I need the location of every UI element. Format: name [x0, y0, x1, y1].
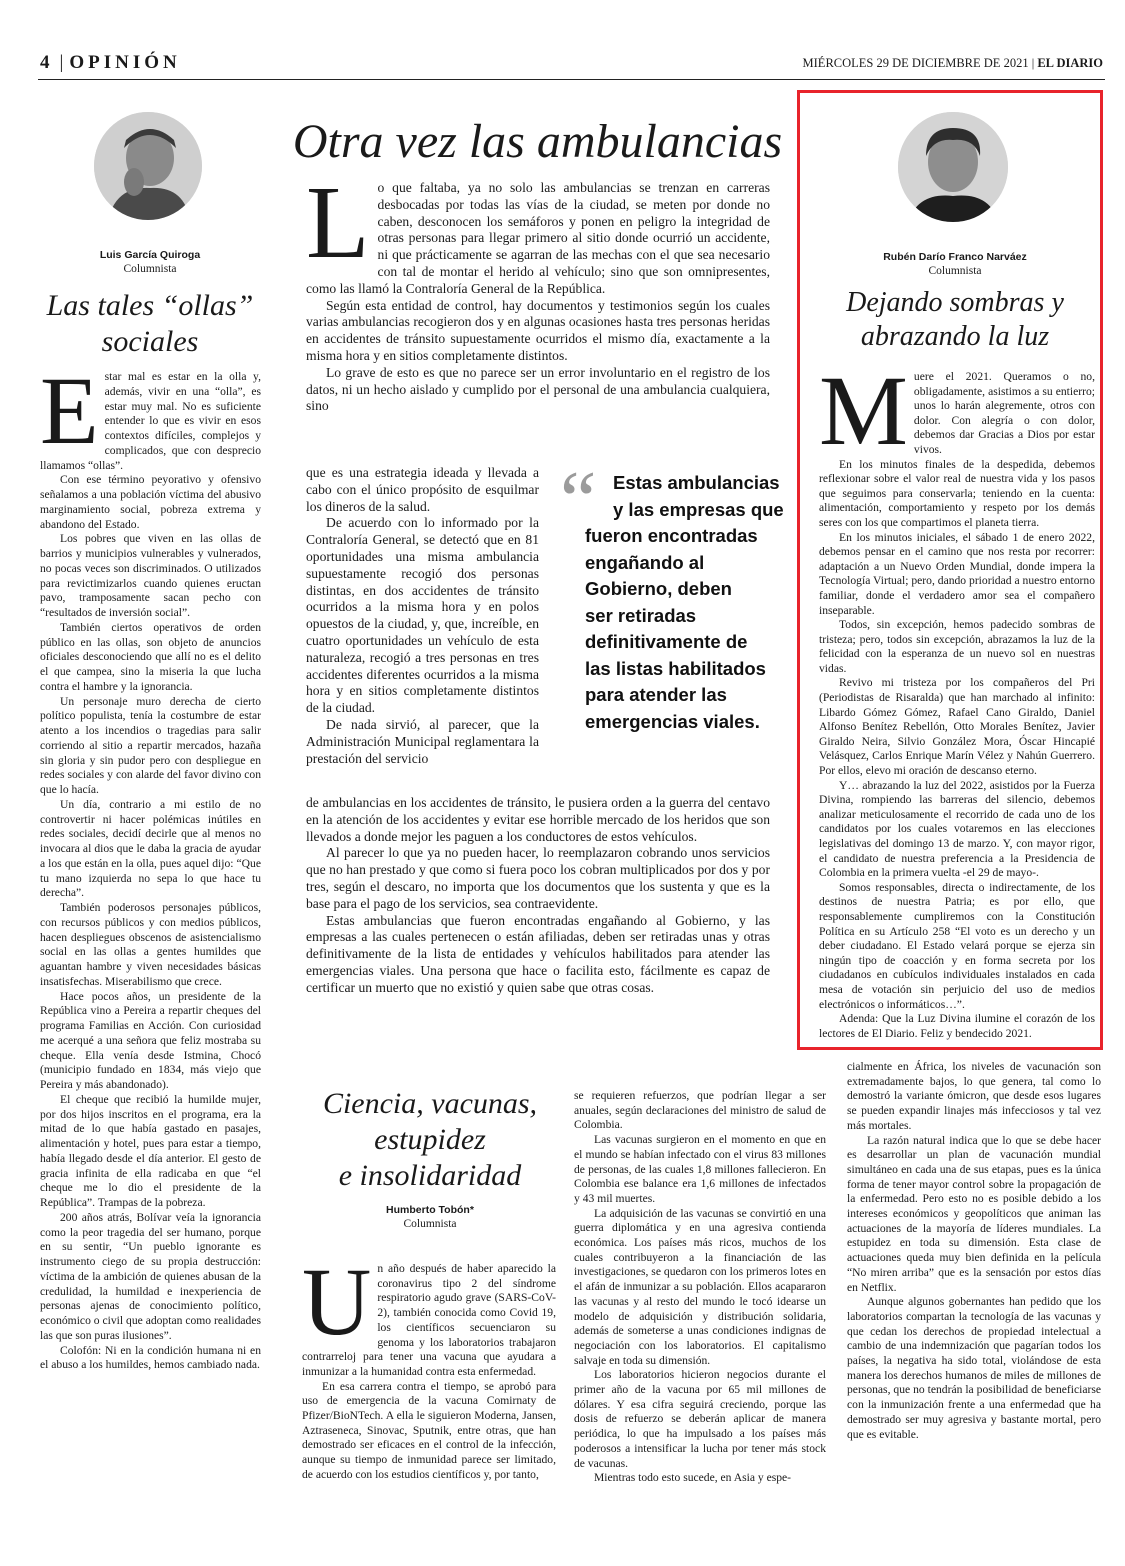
editorial-body-narrow	[306, 465, 539, 767]
editorial-body-top	[306, 165, 770, 415]
article-body-right	[819, 355, 1095, 1041]
paragraph: Al parecer lo que ya no pueden hacer, lo reemplazaron cobrando unos servicios que no han prestado y que como si fuera poco los cobran multiplicados por dos y por tres, según el descaro, no importa que los documentos que los sustenta y que es la base para el pago de los servicios, sea contraevidente.	[306, 845, 770, 911]
paragraph: La razón natural indica que lo que se debe hacer es desarrollar un plan de vacunación mundial simultáneo en cada una de sus etapas, pues es la única forma de tener mayor control sobre la propagación de la enfermedad. Pero esto no es posible debido a los intereses económicos y geopolíticos que animan las actuaciones de la mayoría de líderes mundiales. La estupidez en toda su dimensión. Esta clase de actuaciones queda muy bien definida en la película “No miren arriba” que es la sensación por estos días en Netflix.	[847, 1133, 1101, 1294]
paragraph: En esa carrera contra el tiempo, se aprobó para uso de emergencia de la vacuna Comirnaty de Pfizer/BioNTech. A ella le siguieron Moderna, Jansen, Aztraseneca, Sinovac, Sputnik, entre otras, que han demostrado ser eficaces en el control de la infección, aunque su tiempo de inmunidad parece ser limitado, de acuerdo con los estudios científicos y, por tanto,	[302, 1379, 556, 1481]
title-line: abrazando la luz	[860, 321, 1050, 352]
paragraph: Todos, sin excepción, hemos padecido sombras de tristeza; pero, todos sin excepción, abrazamos la luz de la felicidad con la esperanza de un nuevo sol en nuestras vidas.	[819, 618, 1095, 675]
quote-mark-glyph: “	[560, 454, 597, 545]
pull-quote-line: Gobierno, deben	[585, 578, 732, 599]
article-body-left	[40, 357, 261, 1373]
header-separator: |	[59, 52, 64, 73]
paragraph: En los minutos iniciales, el sábado 1 de enero 2022, debemos pensar en el camino que nos resta por recorrer: adaptación a un Nuevo Orden Mundial, donde impera la Tecnología Virtual; pero, dando prioridad a nuestro entorno familiar, donde el verdadero amor sea el compañero inseparable.	[819, 530, 1095, 617]
paragraph: Aunque algunos gobernantes han pedido que los laboratorios compartan la tecnología de las vacunas y que cedan los derechos de propiedad intelectual a cambio de una indemnización que pagarían todos los países, la negativa ha sido total, violándose de esta manera los derechos humanos de miles de millones de personas, que no tendrán la posibilidad de beneficiarse con la inmunización frente a una enfermedad que ha demostrado ser muy agresiva y bastante mortal, pero que es evitable.	[847, 1295, 1101, 1441]
pull-quote-line: Estas ambulancias	[613, 472, 780, 493]
pull-quote-line: y las empresas que	[613, 498, 784, 520]
paragraph: Mientras todo esto sucede, en Asia y espe-	[594, 1471, 792, 1485]
article-body-bottom-col2	[574, 1089, 826, 1486]
article-body-bottom-col1	[302, 1248, 556, 1483]
author-role-left: Columnista	[123, 263, 177, 275]
pull-quote-line: definitivamente de	[585, 631, 748, 652]
paragraph: 200 años atrás, Bolívar veía la ignorancia como la peor tragedia del ser humano, porque en su sentir, “Un pueblo ignorante es instrumento ciego de su propia destrucción: víctima de la ambición de quienes abusan de la credulidad, la humildad e inexperiencia de personas ajenas de conocimiento político, económico o civil que adoptan como realidades las que son puras ilusiones”.	[40, 1210, 261, 1342]
title-line: estupidez	[374, 1123, 486, 1156]
drop-cap: U	[302, 1248, 372, 1355]
paragraph: que es una estrategia ideada y llevada a cabo con el único propósito de esquilmar los dineros de la salud.	[306, 465, 539, 514]
paragraph: También poderosos personajes públicos, con recursos públicos y con medios públicos, hacen despliegues obscenos de asistencialismo social en las ollas a gentes humildes que aguantan hambre y viven necesidades básicas insatisfechas. Miserabilismo que crece.	[40, 901, 261, 988]
author-role-bottom: Columnista	[403, 1218, 457, 1230]
paragraph: Las vacunas surgieron en el momento en que en el mundo se habían infectado con el virus 83 millones de personas, de las cuales 1,8 millones fallecieron. En Colombia ese balance era 1,6 millones de infectados y 43 mil muertes.	[574, 1133, 826, 1205]
paragraph: Un día, contrario a mi estilo de no controvertir ni hacer polémicas inútiles en redes sociales, decidí decirle que al menos no invocara al dios que le daba la gracia de ayudar a los que están en la olla, pues aquel dijo: “Que tu mano izquierda no sepa lo que hace tu derecha”.	[40, 797, 261, 900]
pull-quote-line: fueron encontradas	[585, 525, 758, 546]
author-role-right: Columnista	[928, 265, 982, 277]
paragraph: Los laboratorios hicieron negocios durante el primer año de la vacuna por 65 mil millones de dólares. Y esa cifra seguirá creciendo, porque las dosis de refuerzo se deberán aplicar de manera periódica, lo que ha impulsado a los países más poderosos a intensificar la lucha por tener más stock de vacunas.	[574, 1368, 826, 1470]
pull-quote-line: las listas habilitados	[585, 657, 766, 679]
pull-quote	[585, 470, 785, 735]
header-rule	[38, 79, 1105, 80]
article-title-bottom	[300, 1086, 560, 1194]
paragraph: El cheque que recibió la humilde mujer, por dos hijos inscritos en el programa, era la mitad de lo que había gastado en pasajes, alimentación y hotel, pues para estar a tiempo, había llegado desde el día anterior. El gesto de gracia infinita de ella radicaba en que “el cheque me lo dio el presidente de la República”. Trampas de la pobreza.	[40, 1092, 261, 1209]
paragraph: Revivo mi tristeza por los compañeros del Pri (Periodistas de Risaralda) que han marchado al infinito: Libardo Gómez Gómez, Rafael Cano Giraldo, Daniel Alfonso Benítez Rebellón, Otto Morales Benítez, Javier Giraldo Neira, Silvio González Mora, Óscar Hincapié Velásquez, Carlos Enrique Marín Vélez y Nahún Guerrero. Por ellos, elevo mi oración de descanso eterno.	[819, 676, 1095, 778]
drop-cap: L	[306, 165, 370, 280]
author-photo-left	[94, 112, 202, 220]
paragraph: cialmente en África, los niveles de vacunación son extremadamente bajos, lo que genera, tal como lo demostró la variante ómicron, que desde esos lugares se pueden expandir linajes más infecciosos y tal vez más mortales.	[847, 1060, 1101, 1132]
paragraph: Estas ambulancias que fueron encontradas engañando al Gobierno, y las empresas a las cuales pertenecen o están afiliadas, deben ser retiradas unas y otras definitivamente de la lista de entidades y vehículos habilitados para atender las emergencias viales. Una persona que hace o facilita esto, fácilmente es capaz de certificar un muerto que no existió y quien sabe que otras cosas.	[306, 912, 770, 995]
article-body-bottom-col3	[847, 1060, 1101, 1442]
paragraph: Lo grave de esto es que no parece ser un error involuntario en el registro de los datos, ni un hecho aislado y cumplido por el personal de una ambulancia cualquiera, sino	[306, 364, 770, 414]
pull-quote-line: para atender las	[585, 684, 727, 705]
title-line: Dejando sombras y	[846, 287, 1064, 318]
pull-quote-line: engañando al	[585, 551, 705, 573]
paragraph: de ambulancias en los accidentes de tránsito, le pusiera orden a la guerra del centavo en la atención de los accidentes y evitar ese horrible mercado de los heridos que son llevados a donde mejor les paguen a los conductores de estos vehículos.	[306, 795, 770, 844]
article-title-left	[40, 288, 260, 360]
newspaper-name: EL DIARIO	[1037, 56, 1103, 70]
author-name-bottom: Humberto Tobón*	[386, 1204, 474, 1216]
paragraph: Hace pocos años, un presidente de la República vino a Pereira a repartir cheques del programa Familias en Acción. Con curiosidad me acerqué a una señora que feliz mostraba su cheque. Ella venía desde Istmina, Chocó (municipio fundado en 1834, más viejo que Pereira y más abandonado).	[40, 989, 261, 1091]
paragraph: La adquisición de las vacunas se convirtió en una guerra diplomática y en una agresiva contienda económica. Los países más ricos, muchos de los cuales contribuyeron a la financiación de las investigaciones, se quedaron con los primeros lotes en el afán de inmunizar a su población. Ellos acapararon las vacunas y al resto del mundo le tocó idearse un modelo de adquisición y distribución solidaria, además de someterse a unas condiciones indignas de negociación con los laboratorios. El capitalismo salvaje en toda su dimensión.	[574, 1206, 826, 1367]
paragraph: En los minutos finales de la despedida, debemos reflexionar sobre el valor real de nuestra vida y los pasos que seguimos para conservarla; teniendo en la cuenta: alimentación, comportamiento y respeto por los demás seres con los que compartimos el planeta tierra.	[819, 457, 1095, 529]
paragraph: Y… abrazando la luz del 2022, asistidos por la Fuerza Divina, rompiendo las barreras del silencio, debemos analizar meticulosamente el recorrido de cada uno de los candidatos por los cuales votaremos en las elecciones legislativas del domingo 13 de marzo. Y, con mayor rigor, el candidato de nuestra preferencia a la Presidencia de Colombia en la primera vuelta -el 29 de mayo-.	[819, 778, 1095, 880]
article-title-right	[810, 286, 1100, 354]
drop-cap: E	[40, 357, 99, 464]
drop-cap: M	[819, 355, 908, 466]
author-photo-right	[898, 112, 1008, 222]
paragraph: Somos responsables, directa o indirectamente, de los destinos de nuestra Patria; es por ello, que responsablemente cumpliremos con la Constitución Política en su Artículo 258 “El voto es un derecho y un deber ciudadano. El Estado velará porque se ejerza sin ningún tipo de coacción y en forma secreta por los ciudadanos en cubículos individuales instalados en cada mesa de votación sin perjuicio del uso de medios electrónicos o informáticos…”.	[819, 880, 1095, 1011]
pull-quote-line: ser retiradas	[585, 604, 697, 626]
paragraph: uere el 2021. Queramos o no, obligadamente, asistimos a su entierro; unos lo harán alegremente, otros con dolor. Con alegría o con dolor, debemos dar Gracias a Dios por estar vivos.	[913, 370, 1095, 456]
page-header-left	[40, 52, 181, 74]
paragraph: Adenda: Que la Luz Divina ilumine el corazón de los lectores de El Diario. Feliz y bendecido 2021.	[819, 1012, 1095, 1040]
title-line: e insolidaridad	[338, 1159, 522, 1192]
page-number: 4	[40, 52, 54, 73]
paragraph: De nada sirvió, al parecer, que la Administración Municipal reglamentara la prestación del servicio	[306, 716, 539, 766]
paragraph: Según esta entidad de control, hay documentos y testimonios según los cuales varias ambulancias recogieron dos y en algunas ocasiones hasta tres personas heridas en accidentes de tránsito supuestamente ocurridos el mismo día, exactamente a la misma hora y en sitios completamente distintos.	[306, 297, 770, 363]
paragraph: Colofón: Ni en la condición humana ni en el abuso a los humildes, hemos cambiado nada.	[40, 1343, 261, 1372]
paragraph: También ciertos operativos de orden público en las ollas, son objeto de anuncios oficiales desconociendo que allí no es el delito el que campea, sino la miseria la que lucha contra el hambre y la ignorancia.	[40, 620, 261, 693]
page-header-right: MIÉRCOLES 29 DE DICIEMBRE DE 2021 | EL DIARIO	[802, 56, 1103, 70]
paragraph: Los pobres que viven en las ollas de barrios y municipios vulnerables y vulnerados, no pocas veces son discriminados. O utilizados para revictimizarlos cuando quienes eructan pavo, tramposamente sacan pecho con “resultados de inversión social”.	[40, 532, 261, 619]
paragraph: n año después de haber aparecido la coronavirus tipo 2 del síndrome respiratorio agudo grave (SARS-CoV-2), también conocida como Covid 19, los científicos secuenciaron su genoma y los laboratorios trabajaron contrarreloj para tener una vacuna que ayudara a inmunizar a la humanidad contra esta enfermedad.	[302, 1262, 556, 1378]
paragraph: o que faltaba, ya no solo las ambulancias se trenzan en carreras desbocadas por todas las vías de la ciudad, se meten por donde no caben, desconocen los semáforos y ponen en peligro la integridad de otras personas para llegar primero al sitio donde ocurrió un accidente, ni que prácticamente se agarran de las mechas con el que sea necesario con tal de montar el herido al vehículo; sino que son omnipresentes, como las llamó la Contraloría General de la República.	[306, 180, 770, 296]
author-name-right: Rubén Darío Franco Narváez	[883, 251, 1027, 263]
section-name: OPINIÓN	[69, 52, 181, 73]
paragraph: se requieren refuerzos, que podrían llegar a ser anuales, según declaraciones del ministro de salud de Colombia.	[574, 1089, 826, 1132]
paragraph: Con ese término peyorativo y ofensivo señalamos a una población víctima del abusivo marginamiento social, pobreza extrema y abandono del Estado.	[40, 473, 261, 531]
title-line: Ciencia, vacunas,	[322, 1087, 538, 1120]
paragraph: star mal es estar en la olla y, además, vivir en una “olla”, es estar muy mal. No es suficiente entender lo que es vivir en esos contextos difíciles, complejos y complicados, que con desprecio llamamos “ollas”.	[40, 370, 261, 472]
editorial-body-bottom	[306, 795, 770, 997]
author-name-left: Luis García Quiroga	[99, 249, 201, 261]
editorial-title: Otra vez las ambulancias	[292, 115, 783, 168]
paragraph: De acuerdo con lo informado por la Contraloría General, se detectó que en 81 oportunidades una misma ambulancia supuestamente recogió dos personas distintas, en dos accidentes de tránsito ocurridos a la misma hora y en polos opuestos de la ciudad, y, que, increíble, en cuatro oportunidades un vehículo de esta naturaleza, recogió a tres personas en tres accidentes diferentes ocurridos a la misma hora y en sitios completamente distintos de la ciudad.	[306, 515, 539, 716]
title-line: Las tales “ollas”	[46, 289, 254, 322]
paragraph: Un personaje muro derecha de cierto político populista, tenía la costumbre de estar atento a los incendios o tragedias para salir corriendo al sitio a repartir mercados, hazaña sin gloria y sin pudor pero con despliegue en redes sociales y con alarde del favor divino con que lo hacía.	[40, 694, 261, 796]
pull-quote-line: emergencias viales.	[585, 710, 760, 732]
title-line: sociales	[101, 325, 199, 358]
issue-date: MIÉRCOLES 29 DE DICIEMBRE DE 2021	[802, 56, 1029, 70]
